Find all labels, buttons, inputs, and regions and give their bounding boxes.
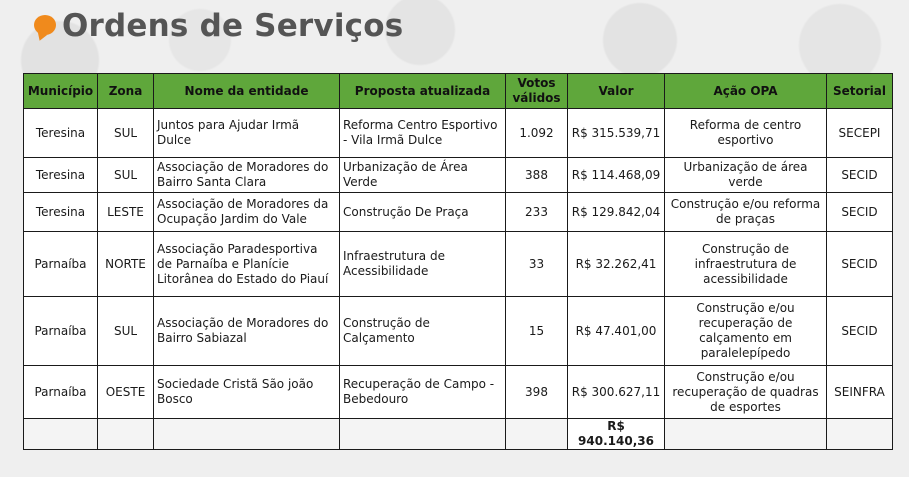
total-empty xyxy=(665,419,827,450)
table-row xyxy=(24,109,893,158)
cell-setorial: SECID xyxy=(827,232,893,297)
total-empty xyxy=(24,419,98,450)
header-zona: Zona xyxy=(98,74,154,109)
cell-setorial: SECEPI xyxy=(827,109,893,158)
cell-proposta: Recuperação de Campo - Bebedouro xyxy=(340,366,506,419)
cell-votos: 398 xyxy=(506,366,568,419)
cell-entidade: Associação de Moradores do Bairro Santa Clara xyxy=(154,158,340,193)
table-row xyxy=(24,193,893,232)
cell-acao: Urbanização de área verde xyxy=(665,158,827,193)
cell-municipio: Parnaíba xyxy=(24,366,98,419)
cell-valor: R$ 300.627,11 xyxy=(568,366,665,419)
cell-acao: Reforma de centro esportivo xyxy=(665,109,827,158)
cell-zona: LESTE xyxy=(98,193,154,232)
cell-proposta: Construção de Calçamento xyxy=(340,297,506,366)
cell-entidade: Sociedade Cristã São joão Bosco xyxy=(154,366,340,419)
service-orders-table xyxy=(23,73,893,450)
cell-zona: OESTE xyxy=(98,366,154,419)
page-title-text: Ordens de Serviços xyxy=(62,8,404,44)
cell-acao: Construção e/ou recuperação de calçamento em paralelepípedo xyxy=(665,297,827,366)
total-empty xyxy=(506,419,568,450)
cell-setorial: SECID xyxy=(827,158,893,193)
cell-proposta: Construção De Praça xyxy=(340,193,506,232)
cell-zona: SUL xyxy=(98,297,154,366)
total-empty xyxy=(154,419,340,450)
cell-proposta: Infraestrutura de Acessibilidade xyxy=(340,232,506,297)
header-valor: Valor xyxy=(568,74,665,109)
cell-proposta: Urbanização de Área Verde xyxy=(340,158,506,193)
total-empty xyxy=(98,419,154,450)
cell-zona: NORTE xyxy=(98,232,154,297)
cell-entidade: Juntos para Ajudar Irmã Dulce xyxy=(154,109,340,158)
header-proposta: Proposta atualizada xyxy=(340,74,506,109)
table-row xyxy=(24,232,893,297)
cell-entidade: Associação de Moradores da Ocupação Jardim do Vale xyxy=(154,193,340,232)
cell-acao: Construção de infraestrutura de acessibilidade xyxy=(665,232,827,297)
header-nome-entidade: Nome da entidade xyxy=(154,74,340,109)
cell-votos: 388 xyxy=(506,158,568,193)
cell-entidade: Associação de Moradores do Bairro Sabiazal xyxy=(154,297,340,366)
cell-valor: R$ 315.539,71 xyxy=(568,109,665,158)
cell-zona: SUL xyxy=(98,109,154,158)
table-header-row xyxy=(24,74,893,109)
cell-municipio: Parnaíba xyxy=(24,297,98,366)
speech-bubble-icon xyxy=(34,15,56,35)
cell-municipio: Teresina xyxy=(24,158,98,193)
total-valor: R$ 940.140,36 xyxy=(568,419,665,450)
total-row xyxy=(24,419,893,450)
page-title xyxy=(34,4,403,48)
cell-entidade: Associação Paradesportiva de Parnaíba e Planície Litorânea do Estado do Piauí xyxy=(154,232,340,297)
cell-valor: R$ 114.468,09 xyxy=(568,158,665,193)
cell-setorial: SECID xyxy=(827,297,893,366)
cell-votos: 233 xyxy=(506,193,568,232)
header-setorial: Setorial xyxy=(827,74,893,109)
cell-municipio: Teresina xyxy=(24,193,98,232)
header-acao-opa: Ação OPA xyxy=(665,74,827,109)
total-empty xyxy=(340,419,506,450)
cell-votos: 33 xyxy=(506,232,568,297)
cell-acao: Construção e/ou reforma de praças xyxy=(665,193,827,232)
cell-valor: R$ 32.262,41 xyxy=(568,232,665,297)
header-votos: Votos válidos xyxy=(506,74,568,109)
cell-valor: R$ 129.842,04 xyxy=(568,193,665,232)
cell-votos: 1.092 xyxy=(506,109,568,158)
cell-setorial: SEINFRA xyxy=(827,366,893,419)
table-row xyxy=(24,297,893,366)
cell-setorial: SECID xyxy=(827,193,893,232)
header-municipio: Município xyxy=(24,74,98,109)
table-row xyxy=(24,158,893,193)
cell-municipio: Parnaíba xyxy=(24,232,98,297)
total-empty xyxy=(827,419,893,450)
cell-votos: 15 xyxy=(506,297,568,366)
cell-zona: SUL xyxy=(98,158,154,193)
table-row xyxy=(24,366,893,419)
cell-acao: Construção e/ou recuperação de quadras de esportes xyxy=(665,366,827,419)
cell-proposta: Reforma Centro Esportivo - Vila Irmã Dulce xyxy=(340,109,506,158)
cell-municipio: Teresina xyxy=(24,109,98,158)
cell-valor: R$ 47.401,00 xyxy=(568,297,665,366)
